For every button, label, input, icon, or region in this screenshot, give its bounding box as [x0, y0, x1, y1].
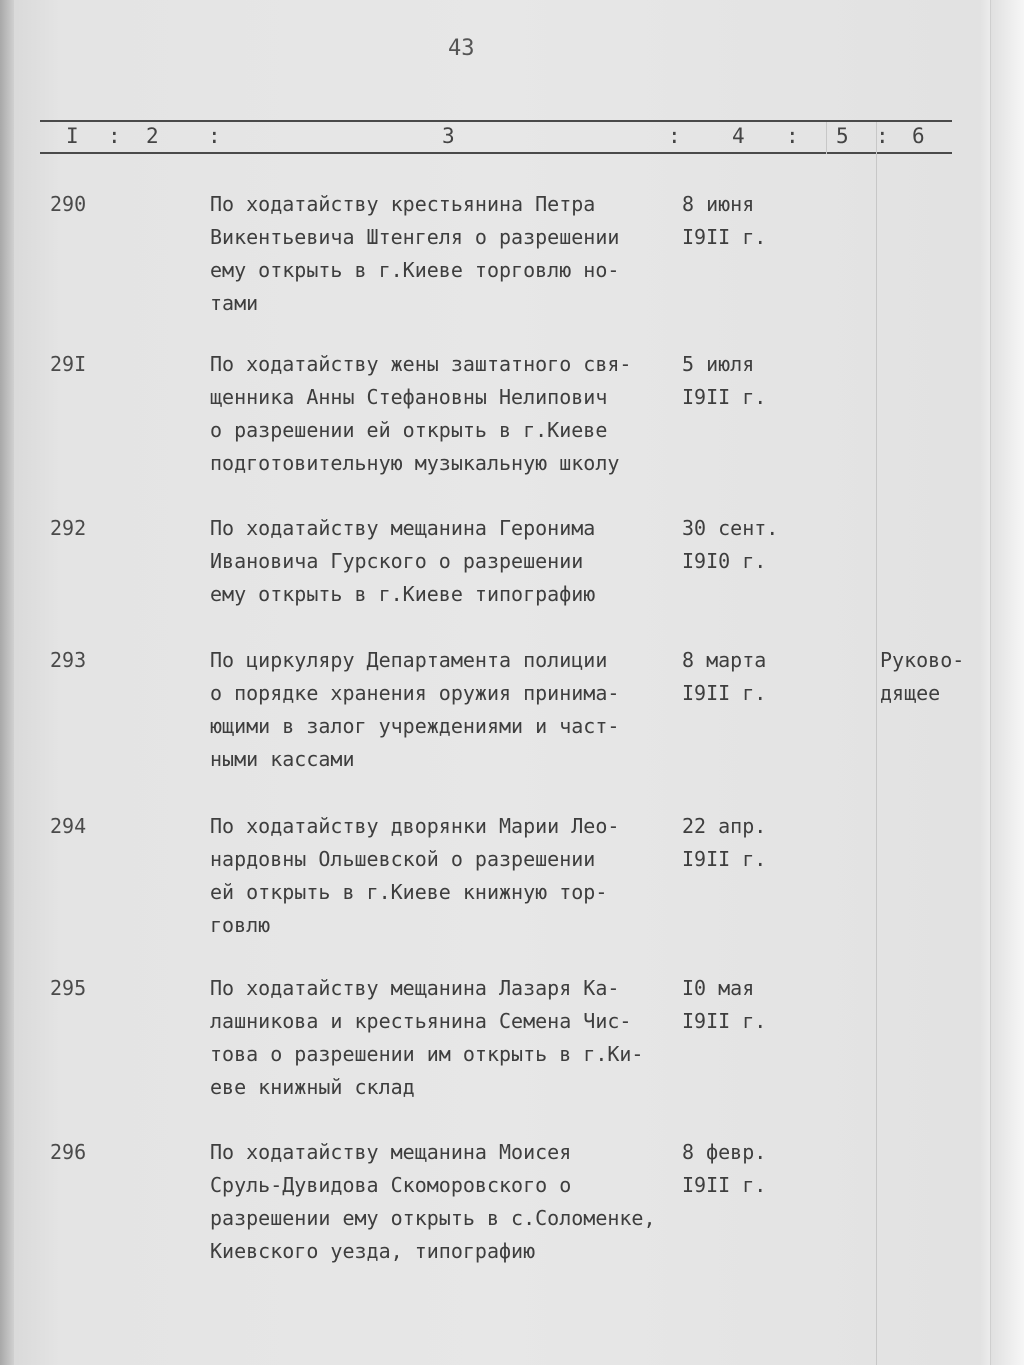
entry-date	[682, 188, 766, 254]
entry-description	[210, 810, 690, 942]
entry-number: 296	[50, 1140, 87, 1164]
description-line: нардовны Ольшевской о разрешении	[210, 847, 596, 871]
column-header-4: 4	[732, 124, 745, 148]
date-line: 8 февр.	[682, 1140, 767, 1164]
description-line: По ходатайству мещанина Моисея	[210, 1140, 572, 1164]
date-line: 8 июня	[682, 192, 755, 216]
note-line: дящее	[880, 681, 941, 705]
description-line: ему открыть в г.Киеве торговлю но-	[210, 258, 620, 282]
entry-description	[210, 188, 690, 320]
date-line: I9II г.	[682, 681, 767, 705]
description-line: По циркуляру Департамента полиции	[210, 648, 608, 672]
binding-edge	[0, 0, 14, 1365]
column-header-5: 5	[836, 124, 849, 148]
column-separator: :	[208, 124, 221, 148]
entry-date	[682, 972, 766, 1038]
column-header-2: 2	[146, 124, 159, 148]
description-line: ей открыть в г.Киеве книжную тор-	[210, 880, 608, 904]
column-divider	[826, 122, 827, 154]
date-line: 22 апр.	[682, 814, 767, 838]
description-line: По ходатайству мещанина Геронима	[210, 516, 596, 540]
page-edge	[990, 0, 1024, 1365]
entry-number: 293	[50, 648, 87, 672]
description-line: По ходатайству мещанина Лазаря Ка-	[210, 976, 620, 1000]
date-line: I0 мая	[682, 976, 755, 1000]
entry-date	[682, 644, 766, 710]
entry-description	[210, 1136, 690, 1268]
date-line: 5 июля	[682, 352, 755, 376]
description-line: о разрешении ей открыть в г.Киеве	[210, 418, 608, 442]
description-line: разрешении ему открыть в с.Соломенке,	[210, 1206, 656, 1230]
column-header-3: 3	[442, 124, 455, 148]
date-line: I9II г.	[682, 385, 767, 409]
entry-date	[682, 810, 766, 876]
date-line: I9II г.	[682, 1009, 767, 1033]
description-line: говлю	[210, 913, 271, 937]
date-line: 30 сент.	[682, 516, 779, 540]
description-line: щенника Анны Стефановны Нелипович	[210, 385, 608, 409]
date-line: I9II г.	[682, 847, 767, 871]
description-line: о порядке хранения оружия принима-	[210, 681, 620, 705]
description-line: тами	[210, 291, 259, 315]
entry-description	[210, 972, 690, 1104]
entry-number: 292	[50, 516, 87, 540]
entry-number: 294	[50, 814, 87, 838]
entry-date	[682, 1136, 766, 1202]
date-line: I9I0 г.	[682, 549, 767, 573]
entry-date	[682, 348, 766, 414]
description-line: По ходатайству дворянки Марии Лео-	[210, 814, 620, 838]
entry-number: 29I	[50, 352, 87, 376]
date-line: I9II г.	[682, 225, 767, 249]
description-line: ему открыть в г.Киеве типографию	[210, 582, 596, 606]
entry-number: 295	[50, 976, 87, 1000]
column-header-6: 6	[912, 124, 925, 148]
description-line: лашникова и крестьянина Семена Чис-	[210, 1009, 632, 1033]
date-line: I9II г.	[682, 1173, 767, 1197]
description-line: Киевского уезда, типографию	[210, 1239, 536, 1263]
note-line: Руково-	[880, 648, 965, 672]
entry-description	[210, 644, 690, 776]
description-line: По ходатайству жены заштатного свя-	[210, 352, 632, 376]
column-separator: :	[786, 124, 799, 148]
description-line: подготовительную музыкальную школу	[210, 451, 620, 475]
description-line: ющими в залог учреждениями и част-	[210, 714, 620, 738]
entry-number: 290	[50, 192, 87, 216]
description-line: Викентьевича Штенгеля о разрешении	[210, 225, 620, 249]
entry-description	[210, 512, 690, 611]
description-line: еве книжный склад	[210, 1075, 415, 1099]
header-rule-top	[40, 120, 952, 122]
date-line: 8 марта	[682, 648, 767, 672]
column-divider	[876, 122, 877, 1365]
header-rule-bottom	[40, 152, 952, 154]
entry-date	[682, 512, 778, 578]
column-separator: :	[108, 124, 121, 148]
description-line: Сруль-Дувидова Скоморовского о	[210, 1173, 572, 1197]
entry-description	[210, 348, 690, 480]
column-separator: :	[876, 124, 889, 148]
description-line: Ивановича Гурского о разрешении	[210, 549, 584, 573]
column-separator: :	[668, 124, 681, 148]
entry-note	[880, 644, 964, 710]
description-line: ными кассами	[210, 747, 355, 771]
description-line: По ходатайству крестьянина Петра	[210, 192, 596, 216]
page-number: 43	[448, 36, 475, 61]
description-line: това о разрешении им открыть в г.Ки-	[210, 1042, 644, 1066]
column-header-1: I	[66, 124, 79, 148]
